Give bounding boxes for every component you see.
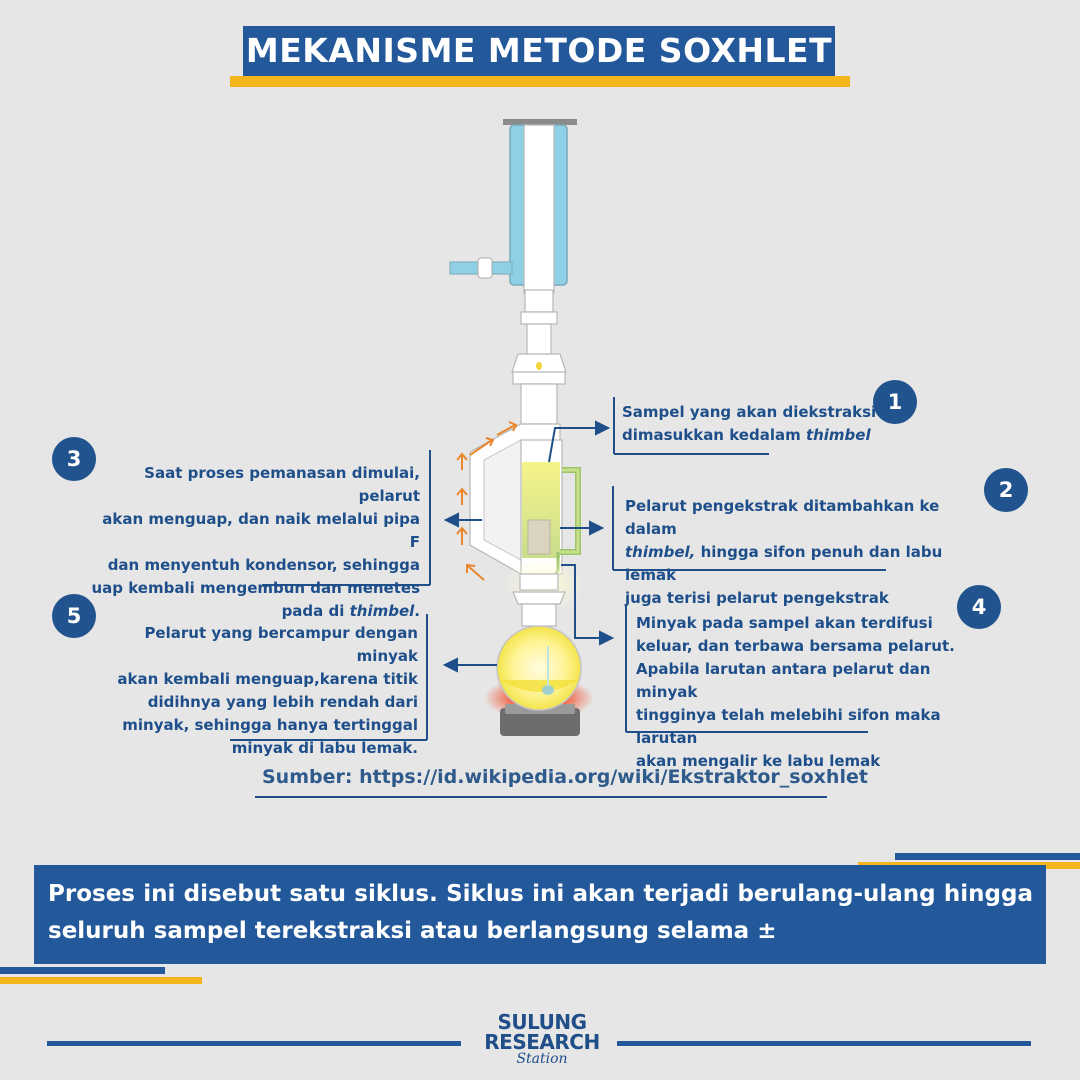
step-4-text — [636, 612, 986, 773]
step-3-line-3: dan menyentuh kondensor, sehingga — [107, 556, 420, 574]
step-5-line-1: Pelarut yang bercampur dengan minyak — [144, 624, 418, 665]
step-5-text — [90, 622, 418, 760]
step-4-line-4: tingginya telah melebihi sifon maka larutan — [636, 706, 941, 747]
step-4-line-3: Apabila larutan antara pelarut dan minyak — [636, 660, 931, 701]
step-3-line-5-emphasis: thimbel — [349, 602, 415, 620]
step-4-line-1: Minyak pada sampel akan terdifusi — [636, 614, 933, 632]
logo-line-3: Station — [516, 1051, 568, 1067]
page-title: MEKANISME METODE SOXHLET — [245, 31, 833, 70]
step-3-badge: 3 — [52, 437, 96, 481]
source-citation: Sumber: https://id.wikipedia.org/wiki/Ekstraktor_soxhlet — [262, 766, 868, 788]
step-5-badge: 5 — [52, 594, 96, 638]
step-2-line-2-text: hingga sifon penuh dan labu lemak — [625, 543, 943, 584]
extractor-joint — [512, 354, 566, 434]
step-3-line-5 — [90, 600, 420, 623]
step-3-text — [90, 462, 420, 623]
step-3-line-2: akan menguap, dan naik melalui pipa F — [102, 510, 420, 551]
step-2-line-3: juga terisi pelarut pengekstrak — [625, 589, 889, 607]
step-2-line-1: Pelarut pengekstrak ditambahkan ke dalam — [625, 497, 940, 538]
step-2-badge: 2 — [984, 468, 1028, 512]
step-2-text — [625, 495, 985, 610]
step-5-line-4: minyak, sehingga hanya tertinggal — [122, 716, 418, 734]
step-5-line-3: didihnya yang lebih rendah dari — [147, 693, 418, 711]
step-3-line-4: uap kembali mengembun dan menetes — [91, 579, 420, 597]
step-3-line-5-end: . — [414, 602, 420, 620]
brand-logo — [480, 1012, 604, 1066]
step-1-line-2-emphasis: thimbel — [805, 426, 871, 444]
step-1-line-2 — [622, 424, 882, 447]
step-5-line-2: akan kembali menguap,karena titik — [117, 670, 418, 688]
condenser — [450, 119, 577, 354]
step-5-line-5: minyak di labu lemak. — [231, 739, 418, 757]
step-1-badge: 1 — [873, 380, 917, 424]
step-2-line-2-emphasis: thimbel, — [625, 543, 696, 561]
footer-text: Proses ini disebut satu siklus. Siklus ini akan terjadi berulang-ulang hingga seluruh sampel terekstraksi atau berlangsung selama ± — [48, 881, 1033, 944]
step-4-line-5: akan mengalir ke labu lemak — [636, 752, 881, 770]
step-1-line-2-text: dimasukkan kedalam — [622, 426, 806, 444]
logo-line-1: SULUNG — [497, 1010, 587, 1034]
step-4-line-2: keluar, dan terbawa bersama pelarut. — [636, 637, 955, 655]
step-3-line-1: Saat proses pemanasan dimulai, pelarut — [144, 464, 420, 505]
step-3-line-5-text: pada di — [281, 602, 350, 620]
step-4-badge: 4 — [957, 585, 1001, 629]
logo-line-2: RESEARCH — [484, 1030, 600, 1054]
step-1-line-1: Sampel yang akan diekstraksi — [622, 403, 877, 421]
step-1-text — [622, 401, 882, 447]
step-2-line-2 — [625, 541, 985, 587]
